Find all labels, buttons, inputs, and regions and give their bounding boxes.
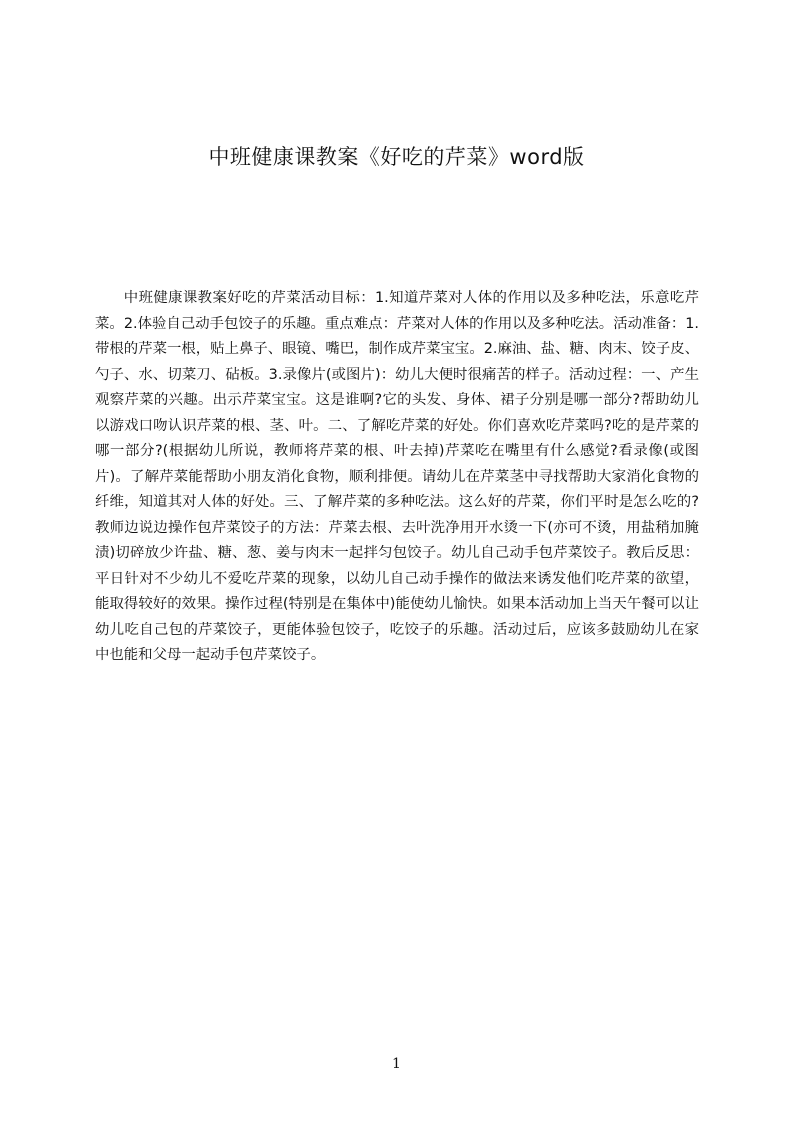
- document-title: 中班健康课教案《好吃的芹菜》word版: [208, 145, 585, 169]
- body-paragraph: 中班健康课教案好吃的芹菜活动目标：1.知道芹菜对人体的作用以及多种吃法，乐意吃芹菜。2.体验自己动手包饺子的乐趣。重点难点：芹菜对人体的作用以及多种吃法。活动准备：1.带根的芹菜一根，贴上鼻子、眼镜、嘴巴，制作成芹菜宝宝。2.麻油、盐、糖、肉末、饺子皮、勺子、水、切菜刀、砧板。3.录像片(或图片)：幼儿大便时很痛苦的样子。活动过程：一、产生观察芹菜的兴趣。出示芹菜宝宝。这是谁啊?它的头发、身体、裙子分别是哪一部分?帮助幼儿以游戏口吻认识芹菜的根、茎、叶。二、了解吃芹菜的好处。你们喜欢吃芹菜吗?吃的是芹菜的哪一部分?(根据幼儿所说，教师将芹菜的根、叶去掉)芹菜吃在嘴里有什么感觉?看录像(或图片)。了解芹菜能帮助小朋友消化食物，顺利排便。请幼儿在芹菜茎中寻找帮助大家消化食物的纤维，知道其对人体的好处。三、了解芹菜的多种吃法。这么好的芹菜，你们平时是怎么吃的?教师边说边操作包芹菜饺子的方法：芹菜去根、去叶洗净用开水烫一下(亦可不烫，用盐稍加腌渍)切碎放少许盐、糖、葱、姜与肉末一起拌匀包饺子。幼儿自己动手包芹菜饺子。教后反思：平日针对不少幼儿不爱吃芹菜的现象，以幼儿自己动手操作的做法来诱发他们吃芹菜的欲望，能取得较好的效果。操作过程(特别是在集体中)能使幼儿愉快。如果本活动加上当天午餐可以让幼儿吃自己包的芹菜饺子，更能体验包饺子，吃饺子的乐趣。活动过后，应该多鼓励幼儿在家中也能和父母一起动手包芹菜饺子。: [95, 290, 699, 663]
- page-number: 1: [392, 1056, 401, 1072]
